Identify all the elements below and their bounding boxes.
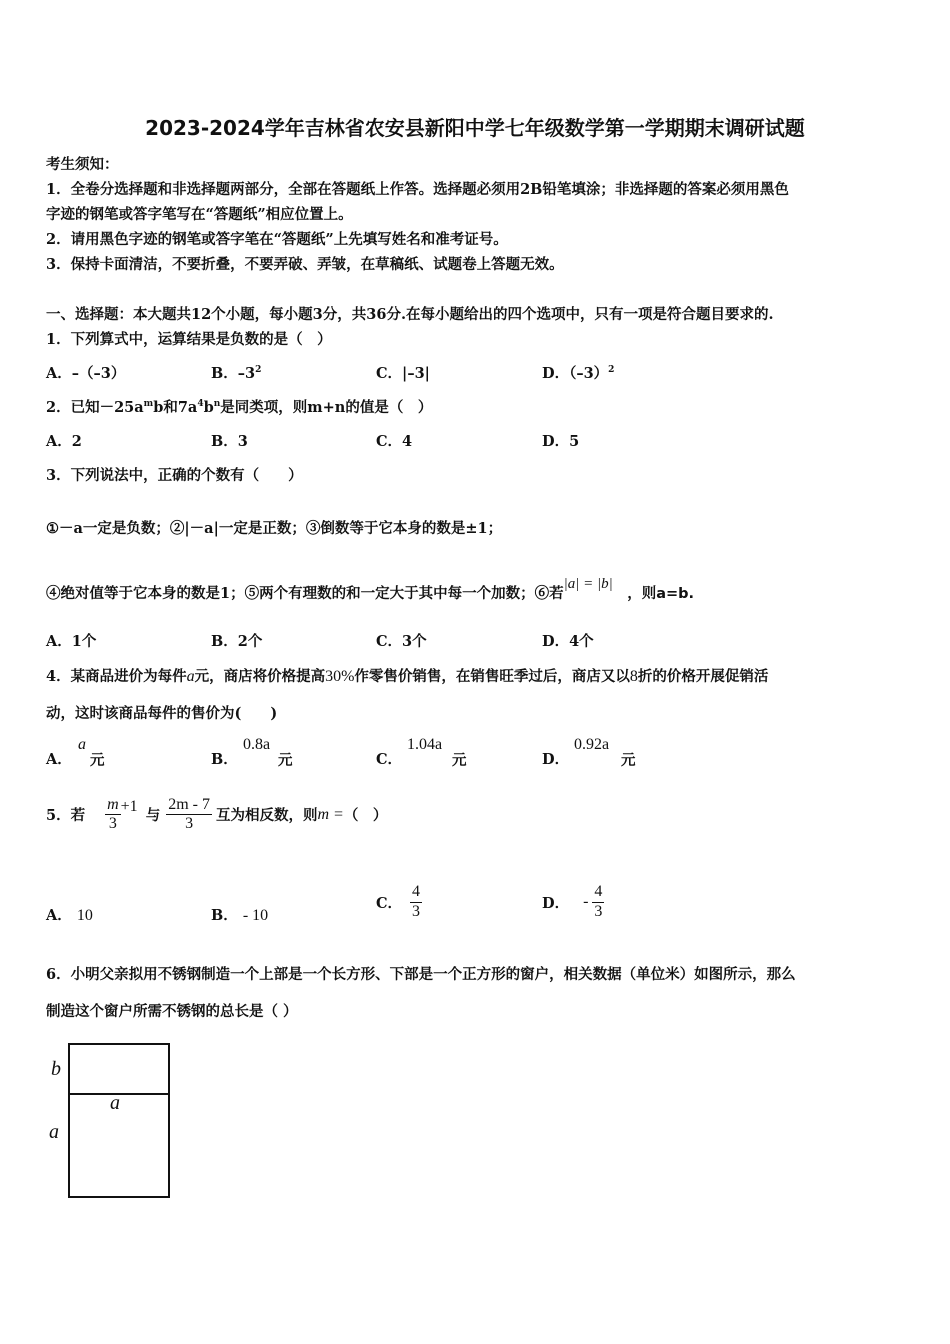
- q4-option-b-label: B．: [211, 751, 238, 768]
- q4-stem-line-2: 动，这时该商品每件的售价为( ): [46, 705, 278, 722]
- q5-option-d: D． - $\frac{4}{3}$: [542, 883, 603, 920]
- window-rectangle-top: [68, 1043, 170, 1095]
- q4-option-d-label: D．: [542, 751, 570, 768]
- notice-line-2: 2．请用黑色字迹的钢笔或答字笔在“答题纸”上先填写姓名和准考证号。: [46, 231, 508, 248]
- q4-stem-line-1: 4．某商品进价为每件a元，商店将价格提高30%作零售价销售，在销售旺季过后，商店又以8折的价格开展促销活: [46, 668, 769, 685]
- q1-option-a: A．–（–3）: [46, 365, 126, 382]
- q3-stem: 3．下列说法中，正确的个数有（ ）: [46, 467, 303, 484]
- q5-option-c: C． $\frac{4}{3}$: [376, 883, 421, 920]
- q4-option-b-value: 0.8a: [243, 736, 271, 753]
- q4-option-d-value: 0.92a: [574, 736, 610, 753]
- q2-stem: 2．已知$-25a^mb$和$7a^4b^n$是同类项，则m+n的值是（ ）: [46, 399, 433, 416]
- q3-statement-line-1: ①－a一定是负数；②|－a|一定是正数；③倒数等于它本身的数是±1；: [46, 520, 503, 537]
- notice-heading: 考生须知：: [46, 156, 119, 173]
- q4-option-c-label: C．: [376, 751, 403, 768]
- q4-option-a-label: A．: [46, 751, 72, 768]
- q4-option-c-value: 1.04a: [407, 736, 443, 753]
- q4-option-a-unit: 元: [90, 752, 105, 769]
- q6-stem-line-1: 6．小明父亲拟用不锈钢制造一个上部是一个长方形、下部是一个正方形的窗户，相关数据（单位米）如图所示，那么: [46, 966, 796, 983]
- figure-label-a-left: a: [49, 1121, 59, 1143]
- q1-option-b: B．$-3^2$: [211, 365, 262, 382]
- q2-option-d: D．5: [542, 433, 580, 450]
- q4-option-a-value: a: [78, 736, 86, 753]
- q3-option-c: C．3个: [376, 633, 427, 650]
- notice-line-1a: 1．全卷分选择题和非选择题两部分，全部在答题纸上作答。选择题必须用2B铅笔填涂；非选择题的答案必须用黑色: [46, 181, 789, 198]
- abs-equation: |a| = |b|: [563, 576, 613, 592]
- q1-stem: 1．下列算式中，运算结果是负数的是（ ）: [46, 331, 332, 348]
- q3-option-b: B．2个: [211, 633, 263, 650]
- q3-option-d: D．4个: [542, 633, 594, 650]
- page-title: 2023-2024学年吉林省农安县新阳中学七年级数学第一学期期末调研试题: [145, 116, 805, 140]
- q3-option-a: A．1个: [46, 633, 97, 650]
- figure-label-b: b: [51, 1058, 61, 1080]
- q3-statement-line-2: ④绝对值等于它本身的数是1；⑤两个有理数的和一定大于其中每一个加数；⑥若|a| = |b| ，则a=b.: [46, 576, 695, 602]
- notice-line-1b: 字迹的钢笔或答字笔写在“答题纸”相应位置上。: [46, 206, 353, 223]
- section-heading: 一、选择题：本大题共12个小题，每小题3分，共36分.在每小题给出的四个选项中，只有一项是符合题目要求的.: [46, 306, 774, 323]
- q2-option-b: B．3: [211, 433, 248, 450]
- q4-option-d-unit: 元: [621, 752, 636, 769]
- q2-option-c: C．4: [376, 433, 413, 450]
- q5-option-b: B． - 10: [211, 907, 269, 924]
- q5-fraction-2: $\frac{2m - 7}{3}$: [168, 796, 210, 833]
- q5-fraction-1: $\frac{m}{3}$: [107, 796, 119, 833]
- q6-stem-line-2: 制造这个窗户所需不锈钢的总长是（ ）: [46, 1003, 298, 1020]
- q4-option-c-unit: 元: [452, 752, 467, 769]
- q1-option-c: C．|–3|: [376, 365, 430, 382]
- q1-option-d: D．$(-3)^2$: [542, 365, 615, 382]
- q4-option-b-unit: 元: [278, 752, 293, 769]
- figure-label-a-top: a: [110, 1092, 120, 1114]
- notice-line-3: 3．保持卡面清洁，不要折叠，不要弄破、弄皱，在草稿纸、试题卷上答题无效。: [46, 256, 564, 273]
- q2-option-a: A．2: [46, 433, 82, 450]
- q5-stem: 5．若 $\frac{m}{3}$ +1 与 $\frac{2m - 7}{3}$ 互为相反数，则 m = （ ）: [46, 796, 388, 833]
- q5-option-a: A． 10: [46, 907, 93, 924]
